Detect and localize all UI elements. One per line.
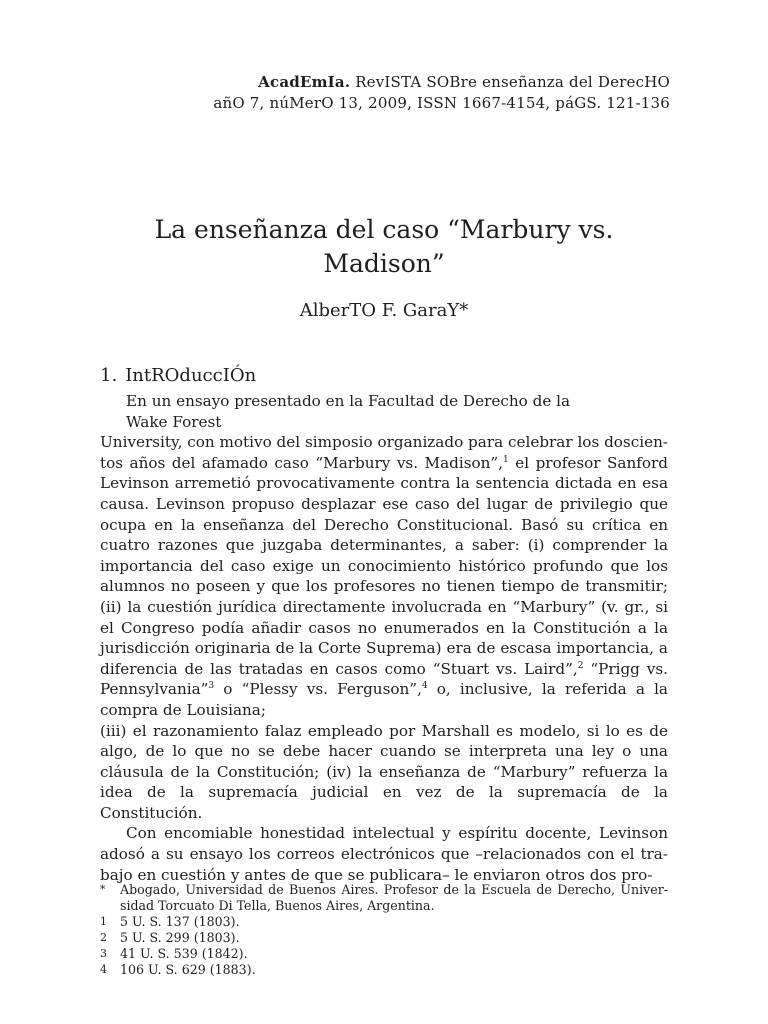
paragraph-1-part-d: o “Plessy vs. Ferguson”, [214,680,422,699]
footnote-mark: 3 [100,947,107,960]
footnote-ref-1[interactable]: 1 [503,454,509,465]
footnote-text: 106 U. S. 629 (1883). [120,962,256,977]
section-title: IntROduccIÓn [125,365,257,386]
footnote-mark: 4 [100,963,107,976]
section-number: 1. [100,365,118,386]
author-name: AlberTO F. GaraY [299,300,460,321]
footnote-ref-2[interactable]: 2 [577,660,584,671]
footnote-mark: 2 [100,931,107,944]
footnote-text: 5 U. S. 299 (1803). [120,930,240,945]
journal-issue-line: añO 7, núMerO 13, 2009, ISSN 1667-4154, páGS. 121-136 [213,94,670,112]
footnote-text: Abogado, Universidad de Buenos Aires. Profesor de la Escuela de Derecho, Univer-sidad Torcuato Di Tella, Buenos Aires, Argentina. [120,882,668,913]
journal-name: AcadEmIa. [258,73,351,91]
paragraph-3: Con encomiable honestidad intelectual y espíritu docente, Levinson adosó a su ensayo los correos electrónicos que –relacionados con el tra-bajo en cuestión y antes de que se publicara– le enviaron otros dos pro- [100,824,668,884]
paragraph-1-part-e: o, inclusive, la referida a la compra de Louisiana; [100,680,668,719]
section-heading [100,364,256,388]
article-author [100,299,668,323]
footnote-item [100,946,668,962]
article-body [100,391,668,885]
journal-subtitle: RevISTA SOBre enseñanza del DerecHO [355,73,670,91]
article-title-line-2: Madison” [323,249,445,278]
footnote-ref-3[interactable]: 3 [208,681,215,692]
footnote-item [100,914,668,930]
journal-header [213,72,670,114]
article-title [100,213,668,281]
paragraph-1-part-a: University, con motivo del simposio organizado para celebrar los doscien-tos años del afamado caso “Marbury vs. Madison”, [100,433,668,472]
author-footnote-mark: * [459,300,469,321]
footnote-mark: 1 [100,915,107,928]
paragraph-1-first-line: En un ensayo presentado en la Facultad de Derecho de la Wake Forest [126,392,571,431]
footnote-item [100,882,668,914]
footnote-item [100,962,668,978]
footnote-text: 41 U. S. 539 (1842). [120,946,248,961]
footnotes [100,882,668,978]
paragraph-1-part-b: el profesor Sanford Levinson arremetió provocativamente contra la sentencia dictada en esa causa. Levinson propuso desplazar ese caso del lugar de privilegio que ocupa en la enseñanza del Derecho Constitucional. Basó su crítica en cuatro razones que juzgaba determinantes, a saber: (i) comprender la importancia del caso exige un conocimiento histórico profundo que los alumnos no poseen y que los profesores no tienen tiempo de transmitir; (ii) la cuestión jurídica directamente involucrada en “Marbury” (v. gr., si el Congreso podía añadir casos no enumerados en la Constitución a la jurisdicción originaria de la Corte Suprema) era de escasa importancia, a diferencia de las tratadas en casos como “Stuart vs. Laird”, [100,453,668,678]
journal-title-line [213,72,670,93]
paragraph-1-part-c: “Prigg vs. Pennsylvania” [100,659,668,699]
footnote-mark: * [100,883,106,896]
paragraph-1 [100,432,668,720]
footnote-text: 5 U. S. 137 (1803). [120,914,240,929]
footnote-ref-4[interactable]: 4 [421,681,428,692]
paragraph-2: (iii) el razonamiento falaz empleado por Marshall es modelo, si lo es de algo, de lo que no se debe hacer cuando se interpreta una ley o una cláusula de la Constitución; (iv) la enseñanza de “Marbury” refuerza la idea de la supremacía judicial en vez de la supremacía de la Constitución. [100,721,668,822]
article-title-line-1: La enseñanza del caso “Marbury vs. [154,215,614,244]
footnote-item [100,930,668,946]
